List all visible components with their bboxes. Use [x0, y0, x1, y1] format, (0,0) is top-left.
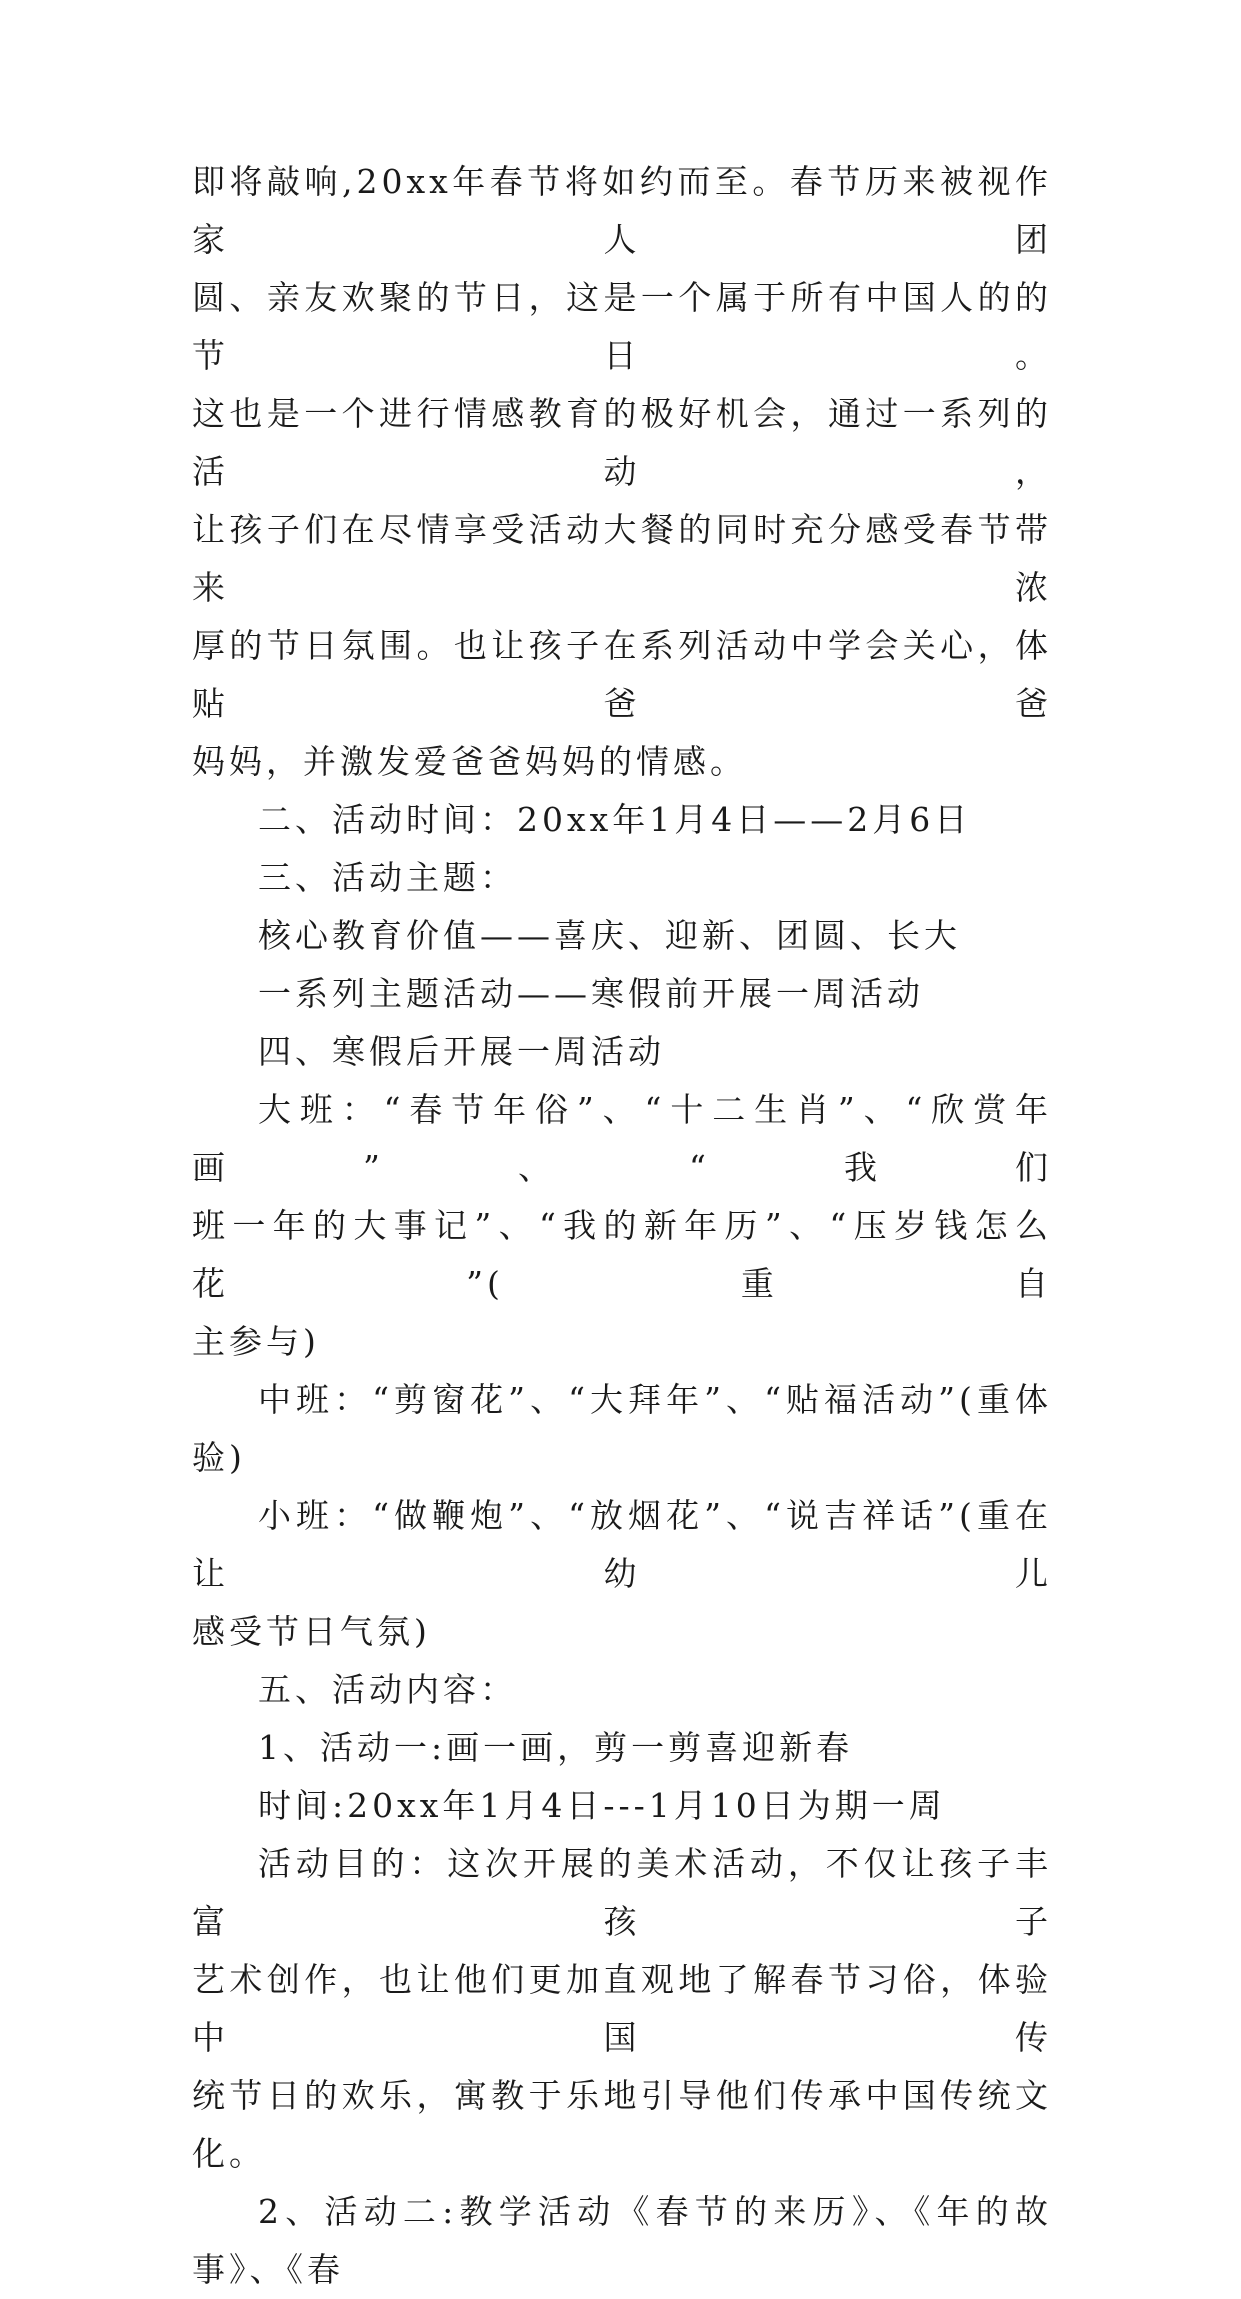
paragraph-middle-class-line-1: 中班：“剪窗花”、“大拜年”、“贴福活动”(重体验) — [192, 1380, 1052, 1477]
paragraph-big-class-line-1: 大班：“春节年俗”、“十二生肖”、“欣赏年画”、“我们 — [192, 1090, 1052, 1187]
paragraph-core-value-line-1: 核心教育价值——喜庆、迎新、团圆、长大 — [258, 916, 961, 955]
paragraph-series-line-1: 一系列主题活动——寒假前开展一周活动 — [258, 974, 924, 1013]
paragraph-intro-line-3: 这也是一个进行情感教育的极好机会，通过一系列的活动， — [192, 394, 1052, 491]
paragraph-big-class-line-2: 班一年的大事记”、“我的新年历”、“压岁钱怎么花”(重自 — [192, 1206, 1052, 1303]
paragraph-content-heading-line-1: 五、活动内容： — [258, 1670, 517, 1709]
paragraph-activity-1-goal-line-2: 艺术创作，也让他们更加直观地了解春节习俗，体验中国传 — [192, 1960, 1052, 2057]
paragraph-big-class-line-3: 主参与) — [192, 1322, 320, 1361]
paragraph-intro-line-2: 圆、亲友欢聚的节日，这是一个属于所有中国人的的节日。 — [192, 278, 1052, 375]
paragraph-intro-line-5: 厚的节日氛围。也让孩子在系列活动中学会关心，体贴爸爸 — [192, 626, 1052, 723]
paragraph-activity-2-line-1: 2、活动二:教学活动《春节的来历》、《年的故事》、《春 — [192, 2192, 1052, 2289]
paragraph-small-class-line-2: 感受节日气氛) — [192, 1612, 431, 1651]
paragraph-activity-1-time-line-1: 时间:20xx年1月4日---1月10日为期一周 — [258, 1786, 946, 1825]
paragraph-intro-line-1: 即将敲响,20xx年春节将如约而至。春节历来被视作家人团 — [192, 162, 1052, 259]
paragraph-activity-1-goal-line-1: 活动目的：这次开展的美术活动，不仅让孩子丰富孩子 — [192, 1844, 1052, 1941]
paragraph-time-line-1: 二、活动时间：20xx年1月4日——2月6日 — [258, 800, 972, 839]
paragraph-intro-line-4: 让孩子们在尽情享受活动大餐的同时充分感受春节带来浓 — [192, 510, 1052, 607]
document-body — [192, 153, 1052, 2299]
paragraph-small-class-line-1: 小班：“做鞭炮”、“放烟花”、“说吉祥话”(重在让幼儿 — [192, 1496, 1052, 1593]
paragraph-activity-1-goal-line-3: 统节日的欢乐，寓教于乐地引导他们传承中国传统文化。 — [192, 2076, 1052, 2173]
paragraph-after-break-line-1: 四、寒假后开展一周活动 — [258, 1032, 665, 1071]
paragraph-activity-1-line-1: 1、活动一:画一画，剪一剪喜迎新春 — [258, 1728, 854, 1767]
paragraph-intro-line-6: 妈妈，并激发爱爸爸妈妈的情感。 — [192, 742, 747, 781]
paragraph-theme-line-1: 三、活动主题： — [258, 858, 517, 897]
